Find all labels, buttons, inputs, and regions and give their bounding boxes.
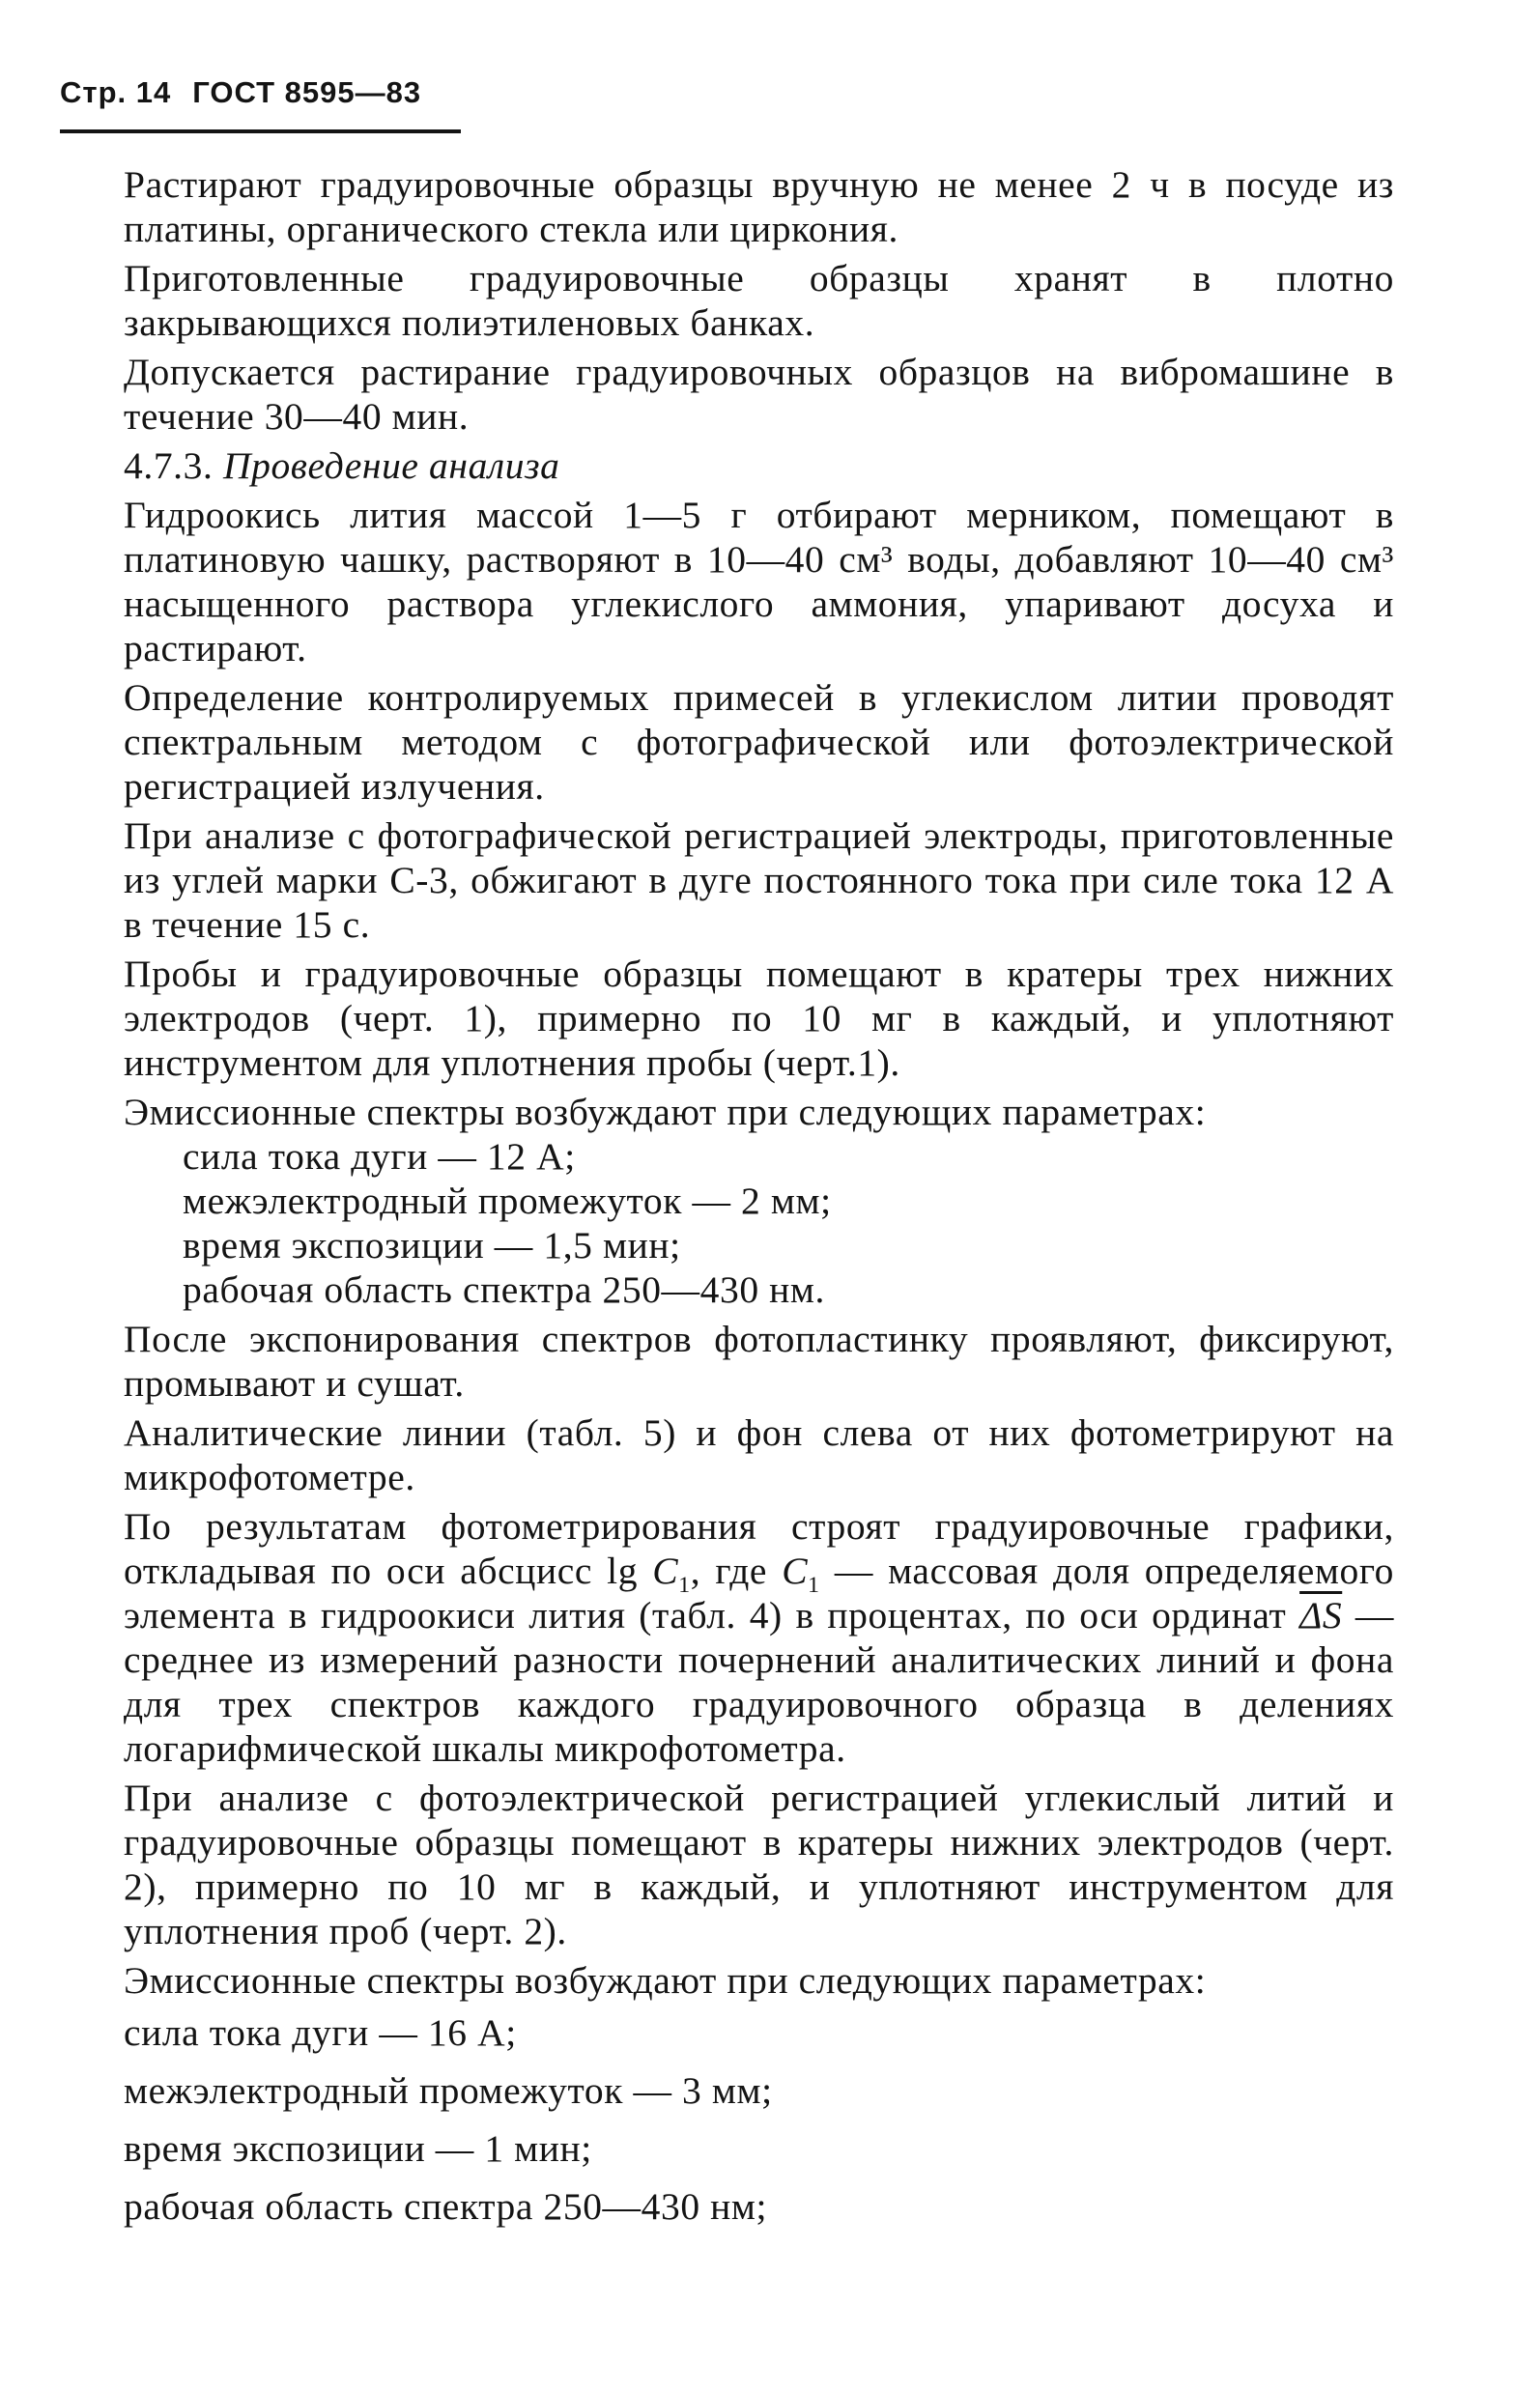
page-number: Стр. 14	[60, 75, 172, 109]
param-item: межэлектродный промежуток — 2 мм;	[183, 1180, 832, 1222]
section-title: Проведение анализа	[222, 444, 560, 487]
param-item: время экспозиции — 1,5 мин;	[183, 1224, 681, 1267]
page-header	[60, 75, 421, 110]
param-item: время экспозиции — 1 мин;	[124, 2127, 592, 2170]
param-item: сила тока дуги — 16 А;	[124, 2011, 517, 2054]
paragraph-vibromachine: Допускается растирание градуировочных образцов на вибромашине в течение 30—40 мин.	[124, 351, 1394, 438]
paragraph-calibration: По результатам фотометрирования строят градуировочные графики, откладывая по оси абсцисс $\lg C_1$, где $C_1$ — массовая доля определяемого элемента в гидроокиси лития (табл. 4) в процентах, по оси ординат $\overline{\Delta S}$ — среднее из измерений разности почернений аналитических линий и фона для трех спектров каждого градуировочного образца в делениях логарифмической шкалы микрофотометра.	[124, 1505, 1395, 1770]
paragraph-sample-prep: Гидроокись лития массой 1—5 г отбирают мерником, помещают в платиновую чашку, растворяют в 10—40 см³ воды, добавляют 10—40 см³ насыщенного раствора углекислого аммония, упаривают досуха и растирают.	[124, 494, 1394, 669]
paragraph-method: Определение контролируемых примесей в углекислом литии проводят спектральным методом с фотографической или фотоэлектрической регистрацией излучения.	[124, 676, 1394, 808]
params-list-photographic	[124, 1134, 1394, 1312]
section-number: 4.7.3.	[124, 444, 214, 487]
paragraph-photoelectric: При анализе с фотоэлектрической регистрацией углекислый литий и градуировочные образцы помещают в кратеры нижних электродов (черт. 2), примерно по 10 мг в каждый, и уплотняют инструментом для уплотнения проб (черт. 2).	[124, 1777, 1394, 1952]
param-item: рабочая область спектра 250—430 нм.	[183, 1268, 825, 1311]
paragraph-grinding: Растирают градуировочные образцы вручную не менее 2 ч в посуде из платины, органического стекла или циркония.	[124, 163, 1394, 250]
paragraph-electrodes: При анализе с фотографической регистрацией электроды, приготовленные из углей марки С-3, обжигают в дуге постоянного тока при силе тока 12 А в течение 15 с.	[124, 814, 1394, 946]
paragraph-photometry: Аналитические линии (табл. 5) и фон слева от них фотометрируют на микрофотометре.	[124, 1411, 1394, 1498]
section-heading	[124, 443, 1394, 488]
document-body	[124, 162, 1394, 2242]
delta-s-symbol: $\overline{\Delta S}$	[1299, 1594, 1343, 1637]
paragraph-params-intro: Эмиссионные спектры возбуждают при следующих параметрах:	[124, 1091, 1207, 1133]
paragraph-development: После экспонирования спектров фотопластинку проявляют, фиксируют, промывают и сушат.	[124, 1318, 1394, 1405]
params-list-photoelectric	[124, 2010, 1394, 2229]
document-number: ГОСТ 8595—83	[192, 75, 422, 109]
param-item: рабочая область спектра 250—430 нм;	[124, 2185, 768, 2228]
paragraph-storage: Приготовленные градуировочные образцы хранят в плотно закрывающихся полиэтиленовых банках.	[124, 257, 1394, 344]
param-item: межэлектродный промежуток — 3 мм;	[124, 2069, 773, 2112]
paragraph-loading: Пробы и градуировочные образцы помещают в кратеры трех нижних электродов (черт. 1), примерно по 10 мг в каждый, и уплотняют инструментом для уплотнения пробы (черт.1).	[124, 953, 1394, 1084]
param-item: сила тока дуги — 12 А;	[183, 1135, 576, 1178]
paragraph-params-intro-2: Эмиссионные спектры возбуждают при следующих параметрах:	[124, 1959, 1207, 2002]
header-rule	[60, 129, 461, 133]
